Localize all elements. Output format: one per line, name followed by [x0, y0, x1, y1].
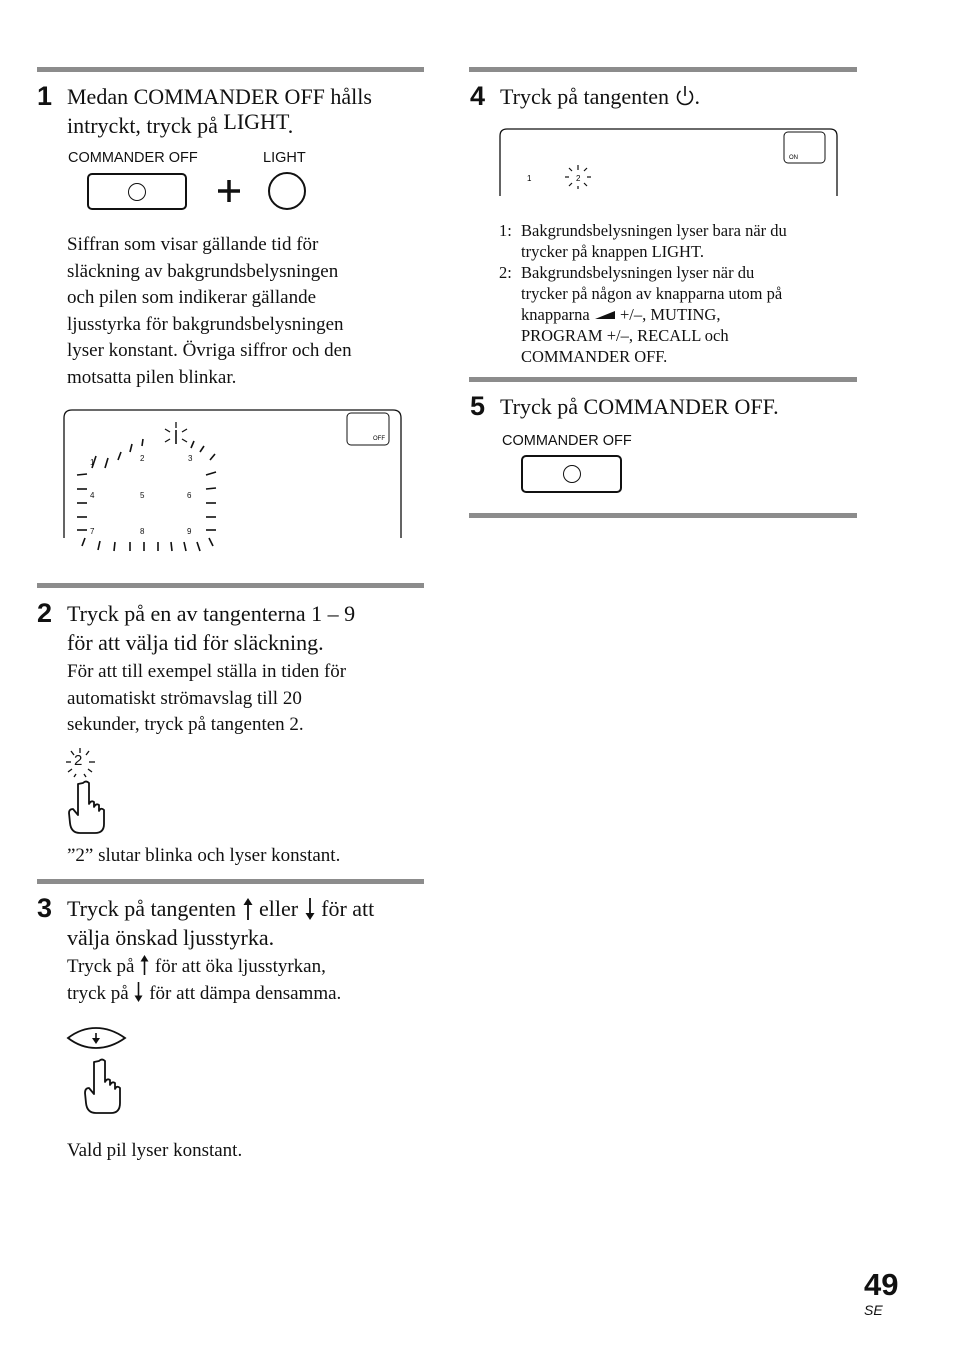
note-key: 2:: [499, 263, 512, 282]
section-rule: [37, 67, 424, 72]
text: tryck på: [67, 982, 129, 1004]
lcd-digit: 3: [188, 454, 193, 463]
commander-off-button[interactable]: [521, 455, 622, 493]
text-line: och pilen som indikerar gällande: [67, 287, 317, 308]
note-item: [499, 220, 859, 262]
step2-caption: ”2” slutar blinka och lyser konstant.: [67, 845, 341, 866]
step3-caption: Vald pil lyser konstant.: [67, 1140, 243, 1161]
commander-off-button[interactable]: [87, 173, 187, 210]
hand-press-icon[interactable]: [66, 780, 108, 836]
lcd-frame: [64, 410, 401, 538]
step-heading: [67, 894, 427, 952]
section-rule: [469, 513, 857, 518]
step-heading: [67, 599, 427, 657]
lcd-digit: 6: [187, 491, 192, 500]
text-line: trycker på knappen LIGHT.: [521, 242, 704, 261]
text-line: För att till exempel ställa in tiden för: [67, 661, 347, 682]
button-circle: [128, 183, 146, 201]
section-rule: [469, 67, 857, 72]
language-code: SE: [864, 1302, 883, 1318]
step-number: 5: [470, 391, 486, 421]
heading-line: för att välja tid för släckning.: [67, 630, 324, 655]
text-line: trycker på någon av knapparna utom på: [521, 284, 783, 303]
lcd-digit: 2: [140, 454, 145, 463]
step-heading: [67, 82, 427, 140]
section-rule: [37, 879, 424, 884]
heading-text: intryckt, tryck på: [67, 113, 218, 138]
note-key: 1:: [499, 221, 512, 240]
lcd-digit: 9: [187, 527, 192, 536]
text: för att öka ljusstyrkan,: [154, 956, 326, 977]
lcd-arrow-marks: [77, 439, 216, 551]
hand-press-icon[interactable]: [82, 1058, 124, 1116]
heading-text: Tryck på tangenten: [67, 896, 237, 921]
lcd-digit: 8: [140, 527, 145, 536]
heading-text: Tryck på tangenten: [500, 84, 670, 109]
commander-off-label: COMMANDER OFF: [68, 150, 198, 166]
step-number: 2: [37, 598, 53, 628]
lcd-off-text: OFF: [373, 436, 385, 442]
heading-line: Medan COMMANDER OFF hålls: [67, 84, 372, 109]
plus-icon: [217, 179, 241, 203]
section-rule: [37, 583, 424, 588]
heading-text: .: [287, 113, 294, 138]
step2-body: [67, 659, 427, 739]
arrow-down-icon: [304, 897, 316, 921]
text-line: ljusstyrka för bakgrundsbelysningen: [67, 313, 344, 335]
text-line: Bakgrundsbelysningen lyser när du: [521, 263, 755, 282]
text-line: PROGRAM +/–, RECALL och: [521, 326, 729, 345]
text-line: automatiskt strömavslag till 20: [67, 687, 302, 709]
text-line: motsatta pilen blinkar.: [67, 366, 237, 388]
lcd-display-illustration: [60, 408, 405, 558]
arrow-up-icon: [139, 954, 150, 976]
text: +/–, MUTING,: [619, 305, 721, 324]
lcd-digit: 1: [527, 174, 532, 183]
arrow-up-icon: [242, 897, 254, 921]
text: för att dämpa densamma.: [149, 982, 342, 1004]
text-line: Bakgrundsbelysningen lyser bara när du: [521, 221, 787, 240]
text-line: sekunder, tryck på tangenten 2.: [67, 714, 304, 735]
text-line: [521, 304, 859, 325]
light-label: LIGHT: [263, 150, 306, 166]
text: Tryck på: [67, 956, 135, 977]
text-line: Siffran som visar gällande tid för: [67, 234, 319, 255]
step-number: 3: [37, 893, 53, 923]
down-key-button[interactable]: [65, 1025, 129, 1053]
heading-line: välja önskad ljusstyrka.: [67, 925, 275, 950]
section-rule: [469, 377, 857, 382]
lcd-digit: 4: [90, 491, 95, 500]
lcd-digit: 7: [90, 527, 95, 536]
page-number: 49: [864, 1267, 899, 1302]
text-line: lyser konstant. Övriga siffror och den: [67, 340, 352, 361]
lcd-display-small-illustration: [496, 126, 842, 198]
heading-line: Tryck på en av tangenterna 1 – 9: [67, 601, 356, 626]
light-button[interactable]: [268, 172, 306, 210]
step-number: 1: [37, 81, 53, 111]
commander-off-label: COMMANDER OFF: [502, 433, 632, 449]
text-line: [67, 981, 427, 1008]
step-heading: [500, 82, 700, 111]
key-2-label: 2: [74, 752, 83, 769]
step-number: 4: [470, 81, 486, 111]
note-item: [499, 262, 859, 367]
lcd-digit: 5: [140, 491, 145, 500]
lcd-digit: 1: [90, 458, 95, 467]
arrow-down-icon: [133, 981, 144, 1003]
button-circle: [563, 465, 581, 483]
text-line: släckning av bakgrundsbelysningen: [67, 260, 339, 282]
light-key-text: LIGHT: [223, 109, 288, 134]
heading-text: .: [694, 84, 701, 109]
heading-text: för att: [321, 896, 375, 921]
step3-body: [67, 954, 427, 1007]
step1-body: [67, 232, 427, 391]
lcd-on-text: ON: [789, 155, 798, 161]
step-heading: Tryck på COMMANDER OFF.: [500, 394, 779, 419]
text: knapparna: [521, 305, 590, 324]
heading-line: [67, 111, 427, 140]
text-line: COMMANDER OFF.: [521, 347, 668, 366]
step4-notes: [499, 220, 859, 367]
lcd-digit: 2: [576, 174, 581, 183]
volume-icon: [594, 309, 616, 321]
text-line: [67, 954, 427, 981]
heading-text: eller: [259, 896, 299, 921]
power-icon: [675, 85, 695, 107]
heading-line: [67, 894, 427, 923]
